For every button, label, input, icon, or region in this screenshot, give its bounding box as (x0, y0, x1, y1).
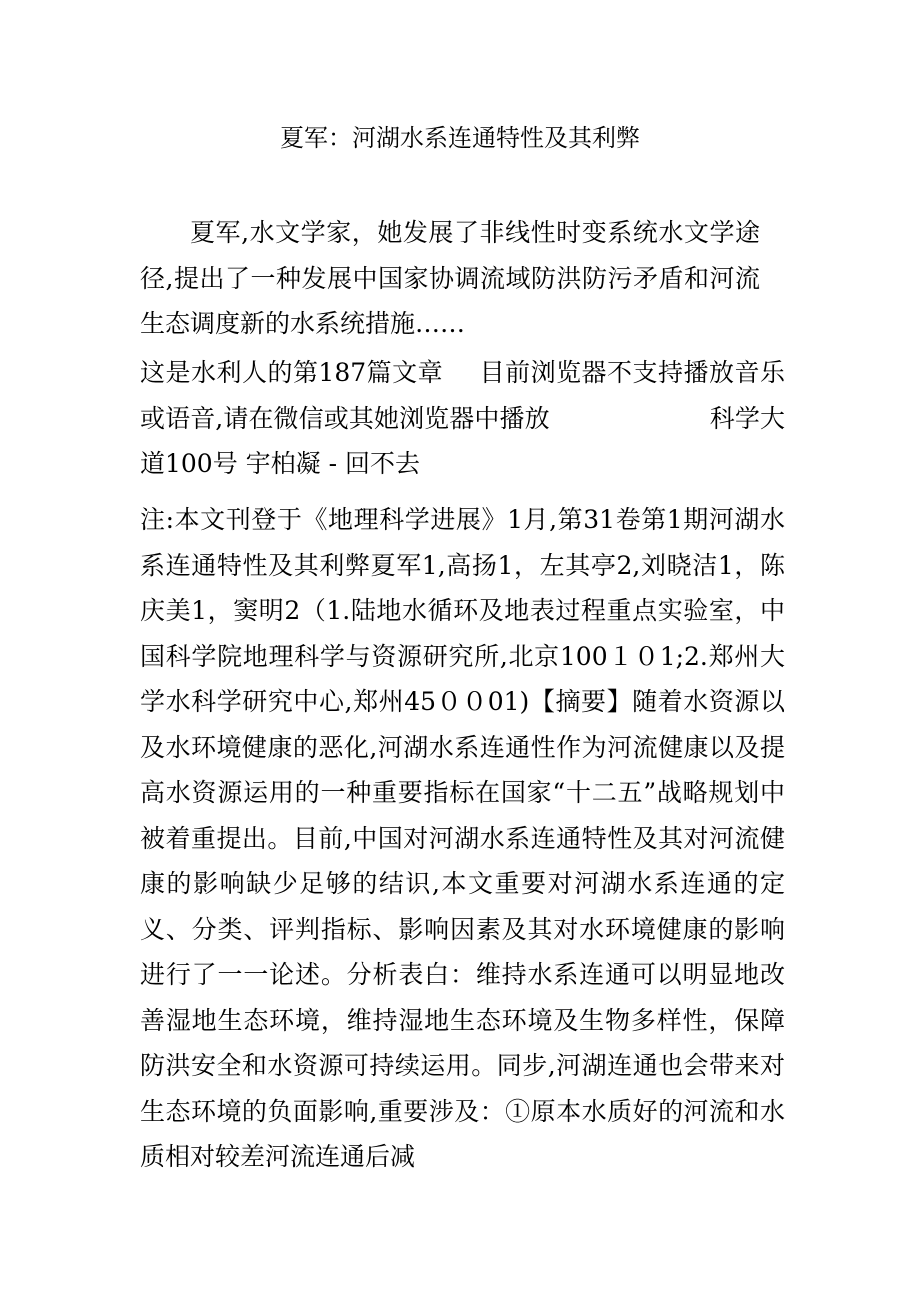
article-meta-paragraph (140, 350, 785, 487)
intro-paragraph: 夏军,水文学家，她发展了非线性时变系统水文学途径,提出了一种发展中国家协调流域防洪防污矛盾和河流生态调度新的水系统措施…… (140, 218, 760, 338)
document-title: 夏军：河湖水系连通特性及其利弊 (280, 124, 640, 152)
article-count-text: 这是水利人的第187篇文章 (140, 358, 444, 387)
music-info-text: 科学大道100号 宇柏凝 - 回不去 (140, 403, 785, 478)
note-paragraph: 注:本文刊登于《地理科学进展》1月,第31卷第1期河湖水系连通特性及其利弊夏军1,高扬1，左其亭2,刘晓洁1，陈庆美1，窦明2（1.陆地水循环及地表过程重点实验室，中国科学院地理科学与资源研究所,北京100１０1;2.郑州大学水科学研究中心,郑州45００01)【摘要】随着水资源以及水环境健康的恶化,河湖水系连通性作为河流健康以及提高水资源运用的一种重要指标在国家“十二五”战略规划中被着重提出。目前,中国对河湖水系连通特性及其对河流健康的影响缺少足够的结识,本文重要对河湖水系连通的定义、分类、评判指标、影响因素及其对水环境健康的影响进行了一一论述。分析表白：维持水系连通可以明显地改善湿地生态环境，维持湿地生态环境及生物多样性，保障防洪安全和水资源可持续运用。同步,河湖连通也会带来对生态环境的负面影响,重要涉及：①原本水质好的河流和水质相对较差河流连通后减 (140, 505, 785, 1171)
audio-notice-text: 目前浏览器不支持播放音乐或语音,请在微信或其她浏览器中播放 (140, 358, 785, 433)
